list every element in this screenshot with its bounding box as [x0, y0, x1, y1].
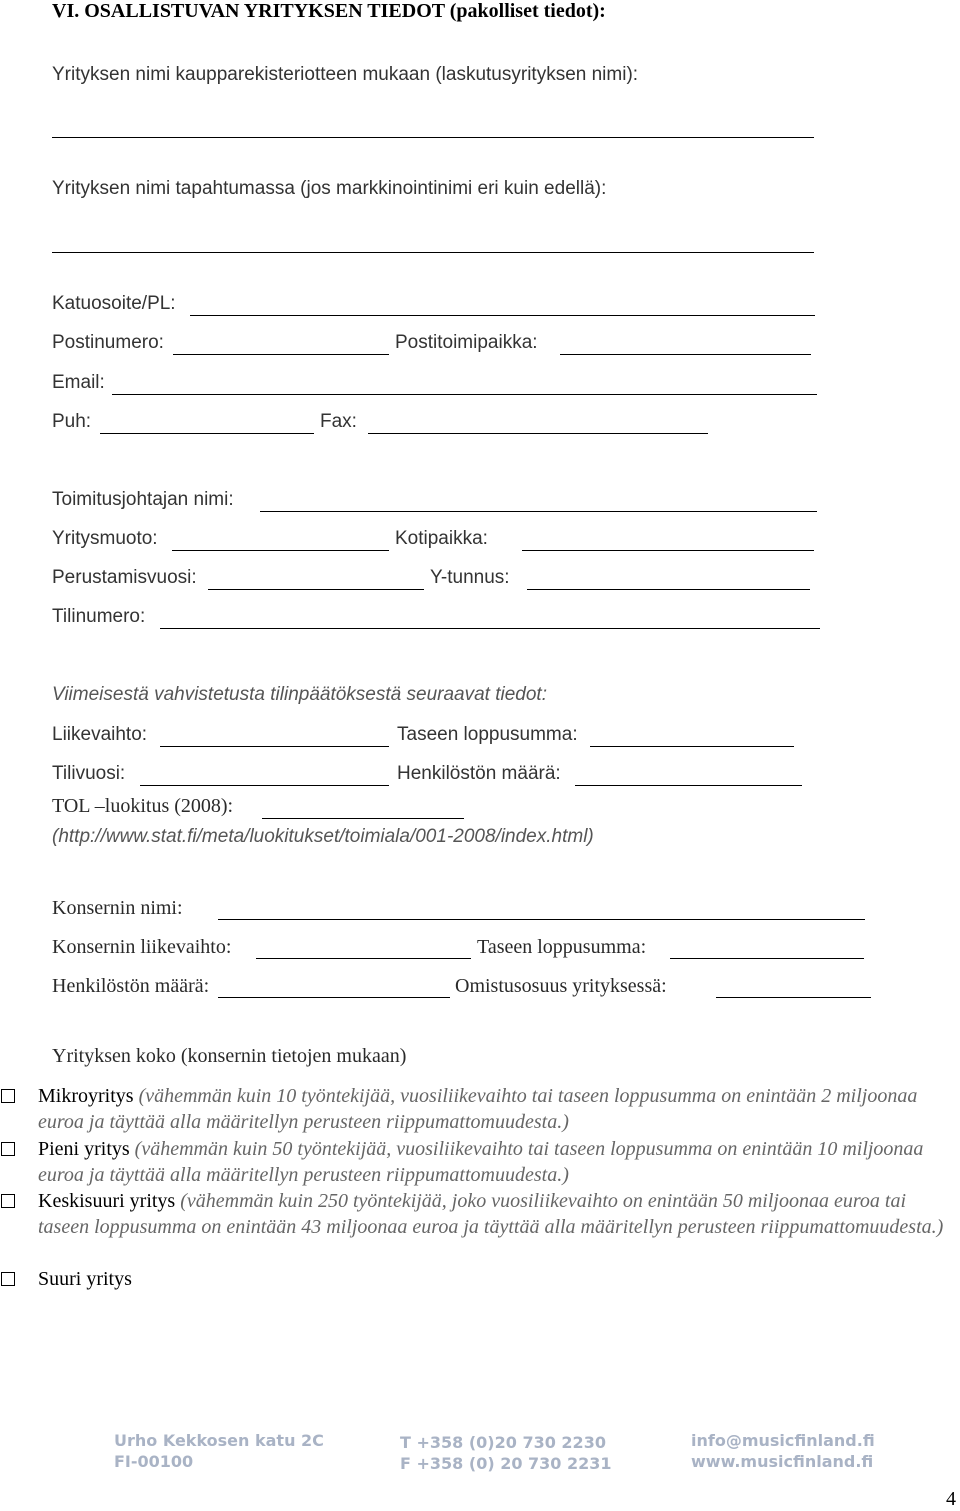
founding-year-field[interactable] [208, 589, 424, 590]
micro-checkbox[interactable] [1, 1089, 15, 1103]
business-id-label: Y-tunnus: [430, 567, 510, 588]
group-balance-total-field[interactable] [670, 958, 864, 959]
group-personnel-label: Henkilöstön määrä: [52, 975, 210, 997]
footer-phone: T +358 (0)20 730 2230 [400, 1433, 606, 1452]
size-option-name: Pieni yritys [38, 1138, 130, 1160]
fiscal-year-field[interactable] [140, 785, 389, 786]
turnover-field[interactable] [160, 746, 389, 747]
footer-address-line1: Urho Kekkosen katu 2C [114, 1431, 324, 1450]
footer-website[interactable]: www.musicfinland.fi [691, 1452, 874, 1471]
small-checkbox[interactable] [1, 1142, 15, 1156]
email-label: Email: [52, 372, 105, 393]
large-checkbox[interactable] [1, 1272, 15, 1286]
company-name-event-field[interactable] [52, 252, 814, 253]
founding-year-label: Perustamisvuosi: [52, 567, 197, 588]
ceo-label: Toimitusjohtajan nimi: [52, 489, 234, 510]
medium-checkbox[interactable] [1, 1194, 15, 1208]
size-option-medium [38, 1188, 948, 1240]
group-name-field[interactable] [218, 919, 865, 920]
email-field[interactable] [112, 394, 817, 395]
balance-total-field[interactable] [590, 746, 794, 747]
size-option-micro [38, 1083, 948, 1135]
tol-label: TOL –luokitus (2008): [52, 795, 234, 817]
group-personnel-field[interactable] [218, 997, 450, 998]
company-name-event-label: Yrityksen nimi tapahtumassa (jos markkinointinimi eri kuin edellä): [52, 178, 607, 199]
ownership-label: Omistusosuus yrityksessä: [455, 975, 667, 997]
section-heading: VI. OSALLISTUVAN YRITYKSEN TIEDOT (pakolliset tiedot): [52, 0, 606, 22]
fax-label: Fax: [320, 411, 357, 432]
company-name-registry-field[interactable] [52, 137, 814, 138]
size-option-large [38, 1266, 948, 1292]
fiscal-year-label: Tilivuosi: [52, 763, 126, 784]
group-turnover-label: Konsernin liikevaihto: [52, 936, 232, 958]
account-label: Tilinumero: [52, 606, 146, 627]
tol-link[interactable]: (http://www.stat.fi/meta/luokitukset/toimiala/001-2008/index.html) [52, 826, 594, 847]
company-form-label: Yritysmuoto: [52, 528, 158, 549]
group-name-label: Konsernin nimi: [52, 897, 183, 919]
company-size-title: Yrityksen koko (konsernin tietojen mukaan) [52, 1045, 407, 1067]
size-option-name: Mikroyritys [38, 1085, 134, 1107]
company-form-field[interactable] [172, 550, 389, 551]
group-balance-total-label: Taseen loppusumma: [477, 936, 647, 958]
account-field[interactable] [160, 628, 820, 629]
group-turnover-field[interactable] [256, 958, 471, 959]
domicile-field[interactable] [522, 550, 814, 551]
financials-intro: Viimeisestä vahvistetusta tilinpäätöksestä seuraavat tiedot: [52, 684, 547, 705]
postcode-field[interactable] [173, 354, 389, 355]
balance-total-label: Taseen loppusumma: [397, 724, 578, 745]
ownership-field[interactable] [716, 997, 871, 998]
turnover-label: Liikevaihto: [52, 724, 148, 745]
business-id-field[interactable] [527, 589, 810, 590]
city-label: Postitoimipaikka: [395, 332, 538, 353]
company-name-registry-label: Yrityksen nimi kaupparekisteriotteen mukaan (laskutusyrityksen nimi): [52, 64, 639, 85]
size-option-small [38, 1136, 948, 1188]
phone-field[interactable] [100, 433, 314, 434]
size-option-name: Keskisuuri yritys [38, 1190, 176, 1212]
personnel-label: Henkilöstön määrä: [397, 763, 561, 784]
postcode-label: Postinumero: [52, 332, 164, 353]
footer-fax: F +358 (0) 20 730 2231 [400, 1454, 612, 1473]
personnel-field[interactable] [575, 785, 802, 786]
footer-address-line2: FI-00100 [114, 1452, 194, 1471]
fax-field[interactable] [368, 433, 708, 434]
size-option-description: (vähemmän kuin 10 työntekijää, vuosiliikevaihto tai taseen loppusumma on enintään 2 miljoonaa euroa ja täyttää alla määritellyn perusteen riippumattomuudesta.) [38, 1085, 918, 1133]
size-option-name: Suuri yritys [38, 1268, 132, 1290]
street-label: Katuosoite/PL: [52, 293, 176, 314]
footer-email[interactable]: info@musicfinland.fi [691, 1431, 875, 1450]
domicile-label: Kotipaikka: [395, 528, 488, 549]
city-field[interactable] [560, 354, 811, 355]
street-field[interactable] [190, 315, 815, 316]
tol-field[interactable] [262, 818, 464, 819]
phone-label: Puh: [52, 411, 92, 432]
page-number: 4 [946, 1488, 956, 1510]
ceo-field[interactable] [260, 511, 817, 512]
size-option-description: (vähemmän kuin 250 työntekijää, joko vuosiliikevaihto on enintään 50 miljoonaa euroa tai taseen loppusumma on enintään 43 miljoonaa euroa ja täyttää alla määritellyn perusteen riippumattomuudesta.) [38, 1190, 944, 1238]
size-option-description: (vähemmän kuin 50 työntekijää, vuosiliikevaihto tai taseen loppusumma on enintään 10 miljoonaa euroa ja täyttää alla määritellyn perusteen riippumattomuudesta.) [38, 1138, 924, 1186]
